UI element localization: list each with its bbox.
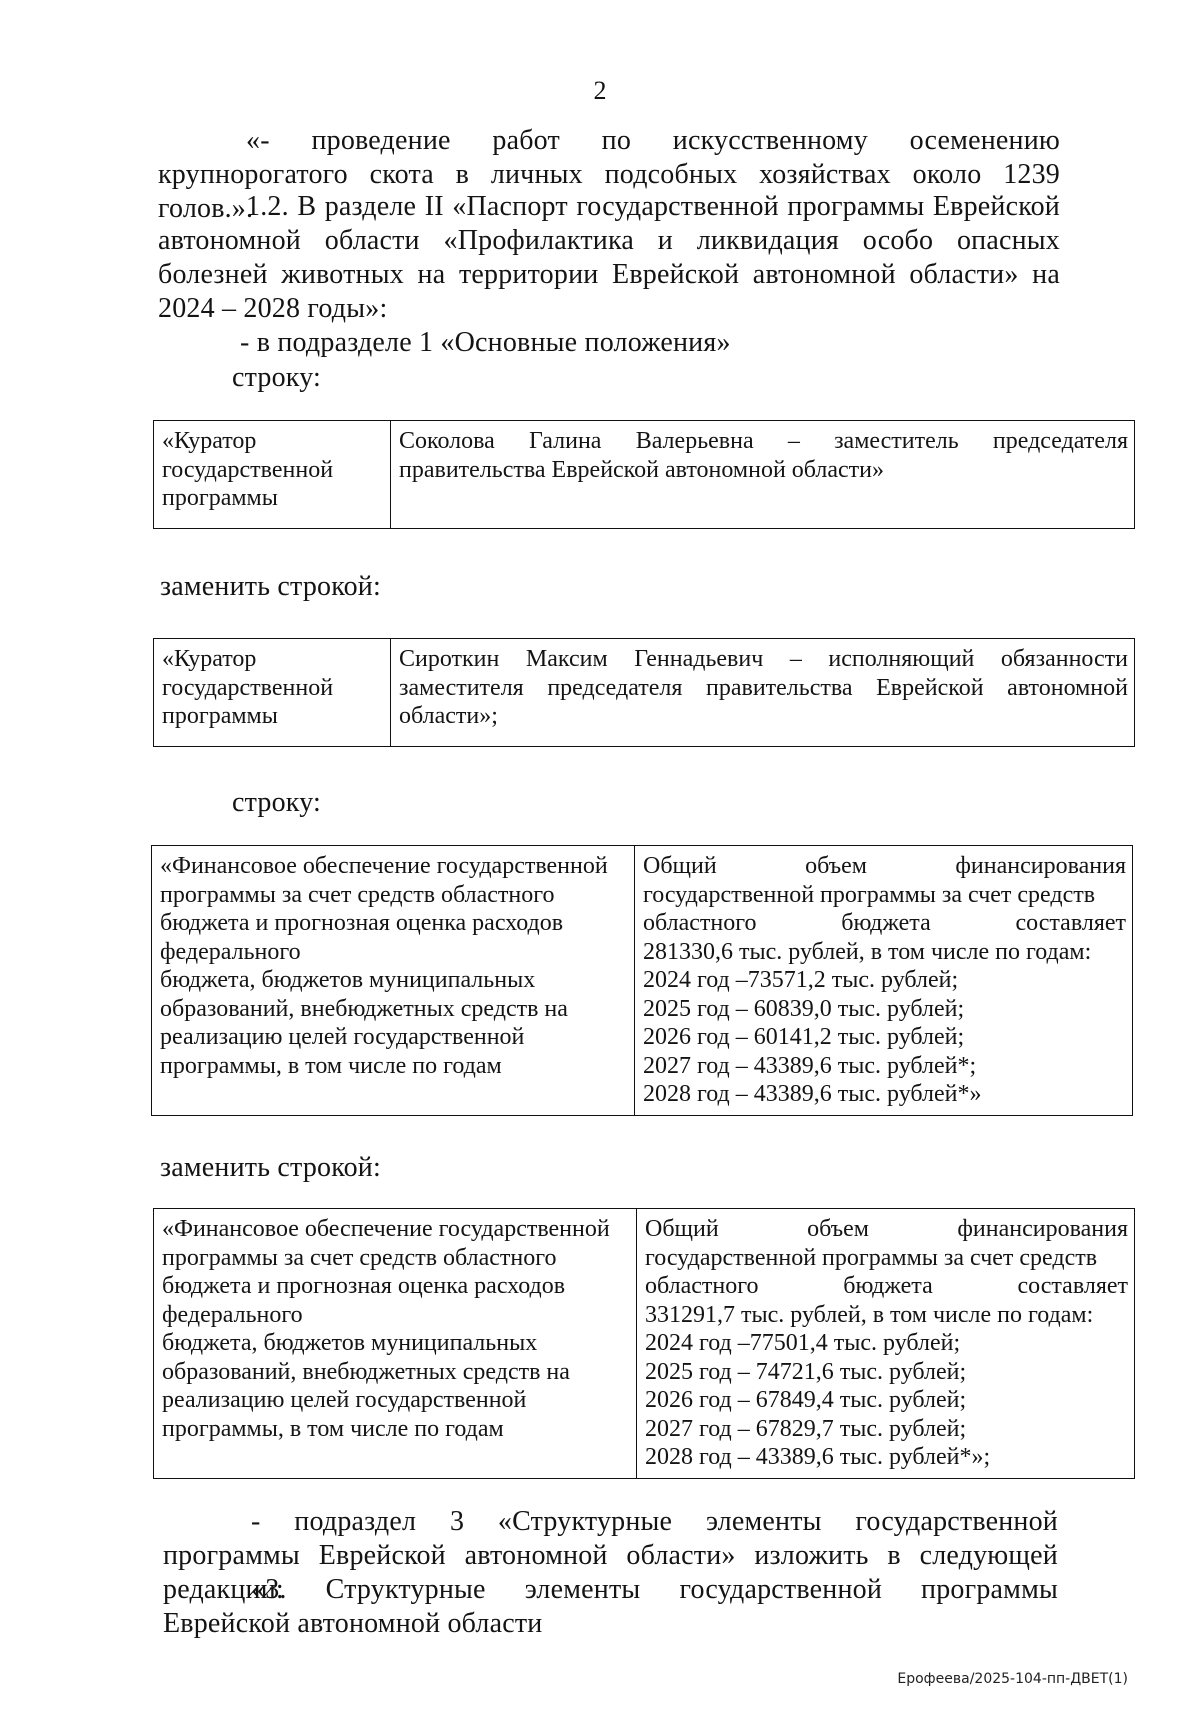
label-zamenit-1: заменить строкой: [160, 571, 381, 602]
table-finance-new-value: Общий объем финансирования государственной программы за счет средств областного бюджета составляет 331291,7 тыс. рублей, в том числе по годам: 2024 год –77501,4 тыс. рублей; 2025 год – 74721,6 тыс. рублей; 2026 год – 67849,4 тыс. рублей; 2027 год – 67829,7 тыс. рублей; 2028 год – 43389,6 тыс. рублей*»; [637, 1209, 1135, 1479]
table-curator-old [153, 420, 1135, 529]
table-curator-new-value: Сироткин Максим Геннадьевич – исполняющий обязанности заместителя председателя правительства Еврейской автономной области»; [391, 639, 1135, 747]
paragraph-structural-elements: «3. Структурные элементы государственной программы Еврейской автономной области [163, 1574, 1058, 1639]
table-curator-old-value: Соколова Галина Валерьевна – заместитель председателя правительства Еврейской автономной области» [391, 421, 1135, 529]
table-finance-new-label: «Финансовое обеспечение государственной программы за счет средств областного бюджета и прогнозная оценка расходов федерального бюджета, бюджетов муниципальных образований, внебюджетных средств на реализацию целей государственной программы, в том числе по годам [154, 1209, 637, 1479]
paragraph-subsection-3: - подраздел 3 «Структурные элементы государственной программы Еврейской автономной области» изложить в следующей редакции: [163, 1506, 1058, 1605]
table-finance-old-value: Общий объем финансирования государственной программы за счет средств областного бюджета составляет 281330,6 тыс. рублей, в том числе по годам: 2024 год –73571,2 тыс. рублей; 2025 год – 60839,0 тыс. рублей; 2026 год – 60141,2 тыс. рублей; 2027 год – 43389,6 тыс. рублей*; 2028 год – 43389,6 тыс. рублей*» [635, 846, 1133, 1116]
paragraph-subsection-1: - в подразделе 1 «Основные положения» [240, 327, 731, 358]
label-stroku-2: строку: [232, 787, 322, 818]
table-finance-new [153, 1208, 1135, 1479]
table-curator-old-label: «Куратор государственной программы [154, 421, 391, 529]
table-finance-old-label: «Финансовое обеспечение государственной программы за счет средств областного бюджета и прогнозная оценка расходов федерального бюджета, бюджетов муниципальных образований, внебюджетных средств на реализацию целей государственной программы, в том числе по годам [152, 846, 635, 1116]
table-finance-old [151, 845, 1133, 1116]
paragraph-cattle-insemination: «- проведение работ по искусственному осеменению крупнорогатого скота в личных подсобных хозяйствах около 1239 голов.». [158, 125, 1060, 224]
page-number: 2 [593, 76, 607, 105]
table-curator-new [153, 638, 1135, 747]
label-zamenit-2: заменить строкой: [160, 1152, 381, 1183]
table-curator-new-label: «Куратор государственной программы [154, 639, 391, 747]
label-stroku-1: строку: [232, 362, 322, 393]
document-footer-code: Ерофеева/2025-104-пп-ДВЕТ(1) [897, 1671, 1128, 1687]
paragraph-section-2: 1.2. В разделе II «Паспорт государственной программы Еврейской автономной области «Профилактика и ликвидация особо опасных болезней животных на территории Еврейской автономной области» на 2024 – 2028 годы»: [158, 191, 1060, 324]
